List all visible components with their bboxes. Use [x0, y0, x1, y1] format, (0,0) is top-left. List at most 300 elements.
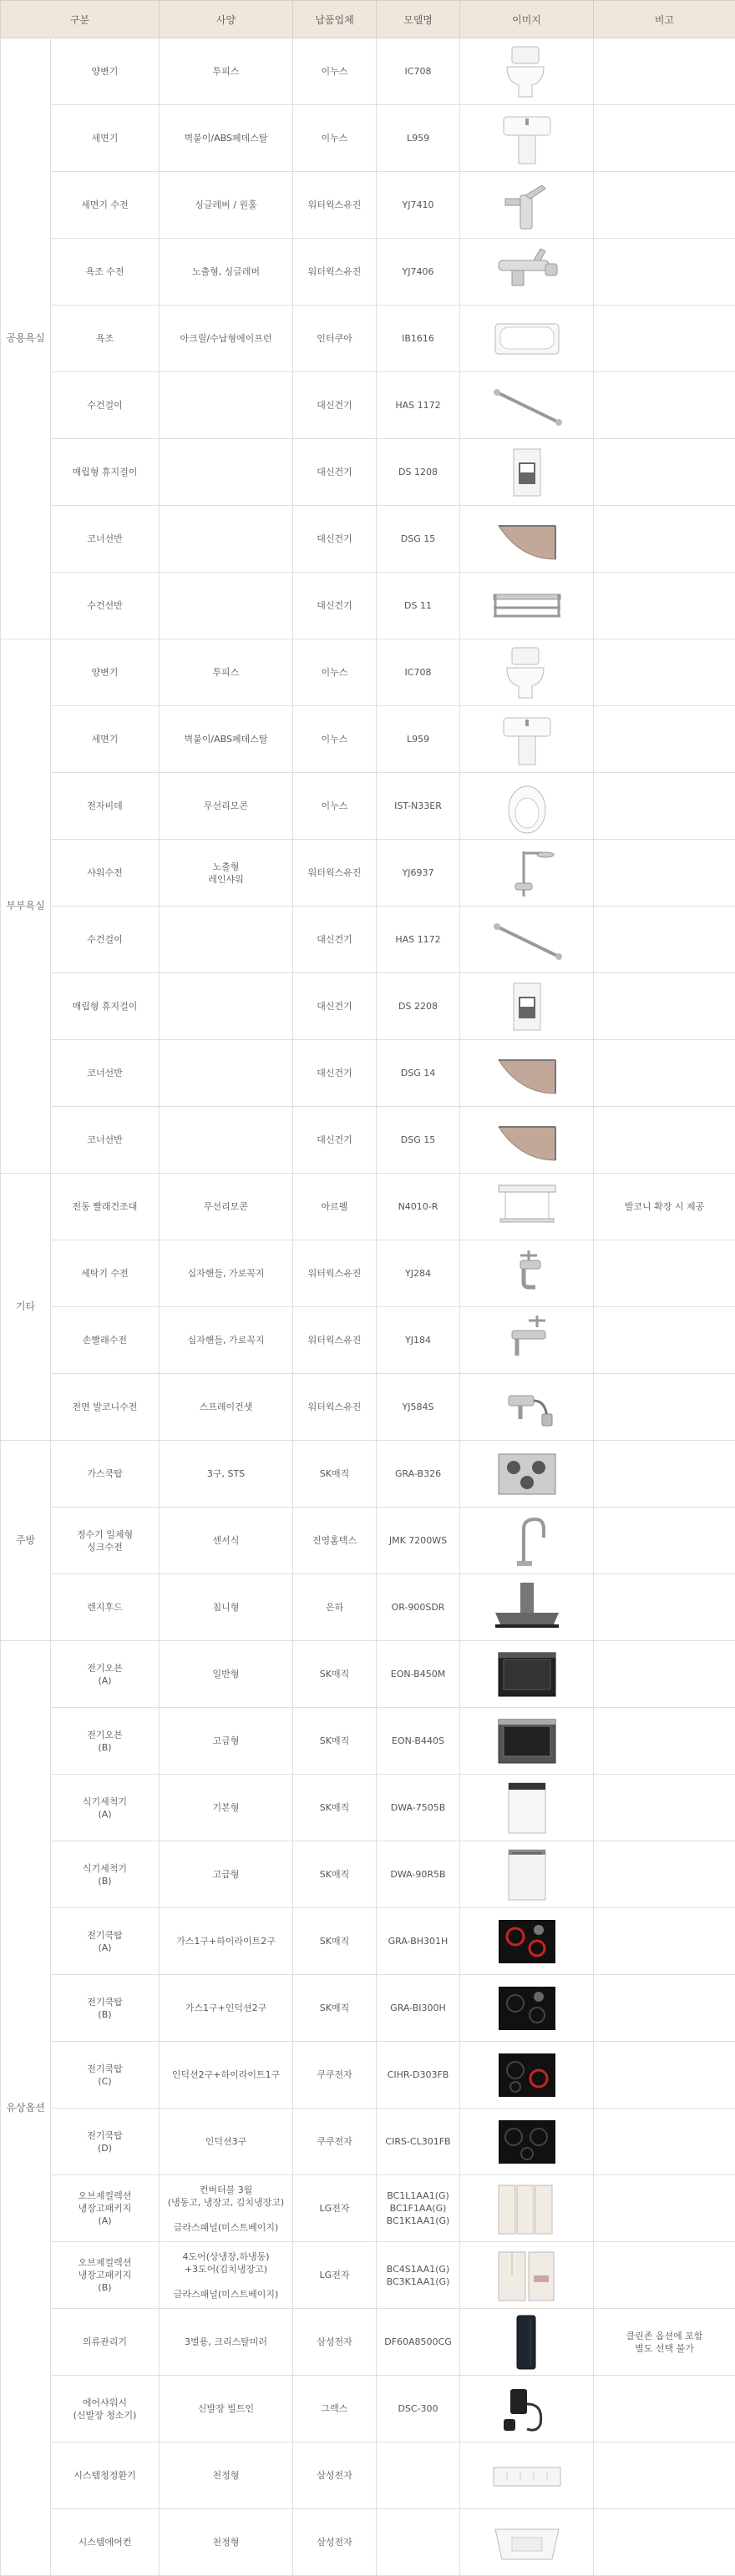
item-image [460, 2242, 594, 2309]
item-image [460, 907, 594, 973]
table-row [1, 2376, 735, 2442]
item-model [377, 2509, 460, 2576]
rain-shower-icon [487, 843, 567, 903]
item-note [594, 1708, 735, 1775]
table-row [1, 973, 735, 1040]
item-spec [160, 306, 293, 372]
table-row [1, 506, 735, 573]
item-image [460, 573, 594, 639]
table-row [1, 306, 735, 372]
ventilator-icon [487, 2446, 567, 2506]
item-name [51, 105, 160, 172]
toilet-icon [487, 643, 567, 703]
cell-line: 싱크수전 [54, 1541, 155, 1553]
paper-holder-icon [487, 442, 567, 503]
header-model: 모델명 [377, 1, 460, 38]
cell-line: 양변기 [54, 666, 155, 679]
fridge-b-icon [487, 2245, 567, 2306]
item-spec [160, 706, 293, 773]
item-note [594, 372, 735, 439]
item-spec [160, 1841, 293, 1908]
item-image [460, 2042, 594, 2109]
item-note [594, 2442, 735, 2509]
item-spec [160, 1908, 293, 1975]
cell-line: 천정형 [163, 2469, 289, 2482]
item-model [377, 105, 460, 172]
cell-line: 가스1구+인덕션2구 [163, 2002, 289, 2014]
bath-faucet-icon [487, 242, 567, 302]
basin-faucet-icon [487, 175, 567, 235]
cell-line: 의류관리기 [54, 2336, 155, 2348]
item-spec [160, 973, 293, 1040]
item-model [377, 2109, 460, 2175]
cell-line: 렌지후드 [54, 1601, 155, 1614]
item-image [460, 1240, 594, 1307]
cell-line: 전면 발코니수전 [54, 1401, 155, 1413]
item-vendor: 진영홈텍스 [293, 1508, 377, 1574]
table-row [1, 1374, 735, 1441]
item-vendor: 워터웍스유진 [293, 1240, 377, 1307]
cell-line: IST-N33ER [380, 800, 456, 812]
item-vendor: 워터웍스유진 [293, 1307, 377, 1374]
table-row [1, 1307, 735, 1374]
item-spec [160, 2309, 293, 2376]
table-row [1, 1841, 735, 1908]
clothes-care-icon [487, 2312, 567, 2372]
item-image [460, 105, 594, 172]
item-name [51, 1841, 160, 1908]
item-name [51, 1174, 160, 1240]
item-name [51, 239, 160, 306]
cell-line: 세면기 [54, 132, 155, 144]
cell-line: 세면기 수전 [54, 199, 155, 211]
item-vendor: 워터웍스유진 [293, 840, 377, 907]
cell-line: DS 1208 [380, 466, 456, 478]
cell-line: 양변기 [54, 65, 155, 78]
item-name [51, 1240, 160, 1307]
cell-line: 매립형 휴지걸이 [54, 1000, 155, 1013]
table-row [1, 1508, 735, 1574]
corner-shelf-icon [487, 1110, 567, 1170]
item-image [460, 239, 594, 306]
item-vendor: SK매직 [293, 1775, 377, 1841]
item-name [51, 1908, 160, 1975]
item-note [594, 1641, 735, 1708]
cell-line: DSC-300 [380, 2402, 456, 2415]
item-spec [160, 840, 293, 907]
group-label: 주방 [1, 1441, 51, 1641]
item-note [594, 1441, 735, 1508]
item-model [377, 840, 460, 907]
cell-line: 시스템에어컨 [54, 2536, 155, 2548]
cooktop-c-icon [487, 2045, 567, 2105]
item-name [51, 1574, 160, 1641]
item-model [377, 1240, 460, 1307]
item-image [460, 1508, 594, 1574]
cell-line: 침니형 [163, 1601, 289, 1614]
cell-line: GRA-B326 [380, 1467, 456, 1480]
item-note [594, 2309, 735, 2376]
item-spec [160, 1508, 293, 1574]
cell-line: IB1616 [380, 332, 456, 345]
cell-line: 냉장고패키지 [54, 2269, 155, 2281]
item-vendor: 쿠쿠전자 [293, 2109, 377, 2175]
cell-line: 전기오븐 [54, 1729, 155, 1741]
item-image [460, 1307, 594, 1374]
item-vendor: 삼성전자 [293, 2309, 377, 2376]
cooktop-d-icon [487, 2112, 567, 2172]
item-note [594, 2509, 735, 2576]
item-spec [160, 439, 293, 506]
range-hood-icon [487, 1578, 567, 1638]
item-vendor: 삼성전자 [293, 2509, 377, 2576]
oven-a-icon [487, 1644, 567, 1705]
item-image [460, 506, 594, 573]
item-note [594, 1307, 735, 1374]
item-vendor: 워터웍스유진 [293, 239, 377, 306]
item-image [460, 1708, 594, 1775]
table-row [1, 1040, 735, 1107]
cooktop-b-icon [487, 1978, 567, 2038]
item-vendor: SK매직 [293, 1441, 377, 1508]
item-spec [160, 1240, 293, 1307]
item-image [460, 639, 594, 706]
cell-line: 세면기 [54, 733, 155, 745]
cell-line: 전기쿡탑 [54, 1929, 155, 1942]
item-vendor: 대신건기 [293, 1107, 377, 1174]
table-row [1, 2042, 735, 2109]
item-spec [160, 506, 293, 573]
item-model [377, 773, 460, 840]
cell-line: 투피스 [163, 65, 289, 78]
table-row [1, 1708, 735, 1775]
item-note [594, 38, 735, 105]
cell-line: 전기오븐 [54, 1662, 155, 1674]
item-note [594, 1775, 735, 1841]
item-note [594, 172, 735, 239]
item-note [594, 506, 735, 573]
cell-line: 수건걸이 [54, 399, 155, 412]
cell-line: IC708 [380, 666, 456, 679]
cell-line: EON-B450M [380, 1668, 456, 1680]
header-vendor: 납품업체 [293, 1, 377, 38]
cell-line: 십자핸들, 가로꼭지 [163, 1334, 289, 1346]
item-name [51, 639, 160, 706]
oven-b-icon [487, 1711, 567, 1771]
item-name [51, 773, 160, 840]
cell-line: BC4S1AA1(G) [380, 2263, 456, 2275]
cell-line: (D) [54, 2142, 155, 2154]
item-name [51, 2509, 160, 2576]
item-note [594, 105, 735, 172]
item-image [460, 1374, 594, 1441]
item-vendor: 대신건기 [293, 1040, 377, 1107]
item-image [460, 1107, 594, 1174]
item-name [51, 439, 160, 506]
cell-line: 코너선반 [54, 533, 155, 545]
item-image [460, 973, 594, 1040]
item-note [594, 1240, 735, 1307]
cell-line: 전기쿡탑 [54, 2129, 155, 2142]
bidet-icon [487, 776, 567, 836]
item-name [51, 2175, 160, 2242]
table-row [1, 2109, 735, 2175]
item-name [51, 2442, 160, 2509]
item-spec [160, 1374, 293, 1441]
cell-line: 기본형 [163, 1801, 289, 1814]
cell-line: DWA-7505B [380, 1801, 456, 1814]
item-image [460, 2109, 594, 2175]
item-image [460, 1040, 594, 1107]
item-note [594, 1174, 735, 1240]
cell-line: 수건선반 [54, 599, 155, 612]
corner-shelf-icon [487, 509, 567, 569]
cell-line: 노출형 [163, 861, 289, 873]
item-vendor: 은하 [293, 1574, 377, 1641]
item-image [460, 1908, 594, 1975]
cell-line: 벽붙이/ABS페데스탈 [163, 733, 289, 745]
cell-line: BC1F1AA(G) [380, 2202, 456, 2215]
item-note [594, 239, 735, 306]
cell-line: 벽붙이/ABS페데스탈 [163, 132, 289, 144]
item-vendor: 대신건기 [293, 973, 377, 1040]
table-row [1, 2242, 735, 2309]
cell-line: 에어샤워시 [54, 2397, 155, 2409]
towel-shelf-icon [487, 576, 567, 636]
item-vendor: 대신건기 [293, 439, 377, 506]
table-row [1, 1240, 735, 1307]
item-model [377, 907, 460, 973]
cell-line: (신발장 청소기) [54, 2409, 155, 2422]
item-image [460, 172, 594, 239]
cell-line: +3도어(김치냉장고) [163, 2263, 289, 2275]
item-model [377, 639, 460, 706]
cell-line: 센서식 [163, 1534, 289, 1547]
cell-line: 고급형 [163, 1868, 289, 1881]
item-name [51, 1441, 160, 1508]
item-model [377, 2042, 460, 2109]
cell-line: 정수기 일체형 [54, 1528, 155, 1541]
table-row [1, 1775, 735, 1841]
table-row [1, 1441, 735, 1508]
cell-line: 수건걸이 [54, 933, 155, 946]
item-name [51, 1775, 160, 1841]
item-spec [160, 907, 293, 973]
cell-line: YJ284 [380, 1267, 456, 1280]
item-model [377, 2242, 460, 2309]
item-model [377, 1508, 460, 1574]
item-vendor: SK매직 [293, 1841, 377, 1908]
cell-line: DF60A8500CG [380, 2336, 456, 2348]
item-name [51, 840, 160, 907]
item-spec [160, 1775, 293, 1841]
group-label: 유상옵션 [1, 1641, 51, 2576]
item-name [51, 1374, 160, 1441]
item-spec [160, 1307, 293, 1374]
cell-line [163, 2275, 289, 2288]
cell-line: (A) [54, 2215, 155, 2227]
item-model [377, 239, 460, 306]
item-spec [160, 172, 293, 239]
washbasin-icon [487, 710, 567, 770]
cell-line: YJ7406 [380, 265, 456, 278]
item-model [377, 1641, 460, 1708]
item-note [594, 1908, 735, 1975]
cell-line: OR-900SDR [380, 1601, 456, 1614]
item-note [594, 639, 735, 706]
cell-line: 시스템청정환기 [54, 2469, 155, 2482]
cell-line: 오브제컬렉션 [54, 2190, 155, 2202]
table-row [1, 1574, 735, 1641]
cell-line [163, 2209, 289, 2221]
item-model [377, 172, 460, 239]
group-label: 공용욕실 [1, 38, 51, 639]
item-model [377, 2376, 460, 2442]
item-name [51, 306, 160, 372]
item-model [377, 506, 460, 573]
cell-line: DSG 14 [380, 1067, 456, 1079]
item-spec [160, 1174, 293, 1240]
item-model [377, 2309, 460, 2376]
item-name [51, 973, 160, 1040]
cell-line: (B) [54, 2008, 155, 2021]
cell-line: 레인샤워 [163, 873, 289, 886]
item-model [377, 306, 460, 372]
item-vendor: 대신건기 [293, 506, 377, 573]
item-image [460, 1641, 594, 1708]
cell-line: BC3K1AA1(G) [380, 2275, 456, 2288]
cell-line: (A) [54, 1808, 155, 1821]
item-vendor: 이누스 [293, 639, 377, 706]
item-spec [160, 239, 293, 306]
item-name [51, 573, 160, 639]
item-name [51, 1040, 160, 1107]
item-image [460, 372, 594, 439]
item-note [594, 2242, 735, 2309]
cell-line: YJ584S [380, 1401, 456, 1413]
item-vendor: SK매직 [293, 1975, 377, 2042]
item-spec [160, 1641, 293, 1708]
cell-line: 신발장 빌트인 [163, 2402, 289, 2415]
item-model [377, 38, 460, 105]
towel-bar-icon [487, 910, 567, 970]
cell-line: CIHR-D303FB [380, 2068, 456, 2081]
item-name [51, 706, 160, 773]
item-spec [160, 2175, 293, 2242]
item-spec [160, 1040, 293, 1107]
item-model [377, 1708, 460, 1775]
cell-line: IC708 [380, 65, 456, 78]
washer-tap-icon [487, 1244, 567, 1304]
item-spec [160, 2376, 293, 2442]
item-name [51, 907, 160, 973]
item-vendor: 이누스 [293, 706, 377, 773]
item-spec [160, 1441, 293, 1508]
item-image [460, 38, 594, 105]
item-vendor: 아르펠 [293, 1174, 377, 1240]
item-vendor: 대신건기 [293, 372, 377, 439]
cell-line: BC1L1AA1(G) [380, 2190, 456, 2202]
cell-line: (B) [54, 2281, 155, 2294]
item-note [594, 306, 735, 372]
cell-line: 식기세척기 [54, 1796, 155, 1808]
cell-line: 오브제컬렉션 [54, 2256, 155, 2269]
item-image [460, 1174, 594, 1240]
bathtub-icon [487, 309, 567, 369]
item-spec [160, 1975, 293, 2042]
item-spec [160, 2242, 293, 2309]
cell-line: DS 11 [380, 599, 456, 612]
item-note [594, 1374, 735, 1441]
item-note [594, 706, 735, 773]
cell-line: (C) [54, 2075, 155, 2088]
cell-line: 4도어(상냉장,하냉동) [163, 2250, 289, 2263]
item-note [594, 1040, 735, 1107]
item-image [460, 840, 594, 907]
gas-cooktop-icon [487, 1444, 567, 1504]
item-model [377, 1307, 460, 1374]
item-image [460, 2442, 594, 2509]
item-spec [160, 639, 293, 706]
table-row [1, 2442, 735, 2509]
cell-line: 욕조 수전 [54, 265, 155, 278]
item-image [460, 2309, 594, 2376]
item-model [377, 1574, 460, 1641]
cell-line: EON-B440S [380, 1735, 456, 1747]
cell-line: L959 [380, 733, 456, 745]
item-spec [160, 1708, 293, 1775]
toilet-icon [487, 42, 567, 102]
cell-line: 노출형, 싱글레버 [163, 265, 289, 278]
cell-line: 스프레이건셋 [163, 1401, 289, 1413]
item-vendor: SK매직 [293, 1708, 377, 1775]
item-model [377, 1841, 460, 1908]
note-line: 클린존 옵션에 포함 [597, 2330, 732, 2342]
item-name [51, 372, 160, 439]
item-image [460, 2175, 594, 2242]
cell-line: 3구, STS [163, 1467, 289, 1480]
cell-line: L959 [380, 132, 456, 144]
item-name [51, 172, 160, 239]
item-vendor: 삼성전자 [293, 2442, 377, 2509]
table-row [1, 706, 735, 773]
cell-line: (냉동고, 냉장고, 김치냉장고) [163, 2196, 289, 2209]
cell-line: (A) [54, 1942, 155, 1954]
item-note [594, 2109, 735, 2175]
item-vendor: 워터웍스유진 [293, 172, 377, 239]
item-model [377, 1107, 460, 1174]
dishwasher-b-icon [487, 1845, 567, 1905]
cell-line: 인덕션3구 [163, 2135, 289, 2148]
cell-line: 무선리모콘 [163, 800, 289, 812]
cell-line: 인덕션2구+하이라이트1구 [163, 2068, 289, 2081]
cell-line: (B) [54, 1875, 155, 1887]
drying-rack-icon [487, 1177, 567, 1237]
header-row [1, 1, 735, 38]
sink-faucet-icon [487, 1511, 567, 1571]
item-vendor: 대신건기 [293, 573, 377, 639]
item-name [51, 1307, 160, 1374]
cell-line: HAS 1172 [380, 933, 456, 946]
cell-line: CIRS-CL301FB [380, 2135, 456, 2148]
table-row [1, 1107, 735, 1174]
item-image [460, 439, 594, 506]
paper-holder-icon [487, 977, 567, 1037]
cell-line: GRA-BH301H [380, 1935, 456, 1947]
table-row [1, 38, 735, 105]
item-note [594, 2175, 735, 2242]
item-note [594, 2376, 735, 2442]
